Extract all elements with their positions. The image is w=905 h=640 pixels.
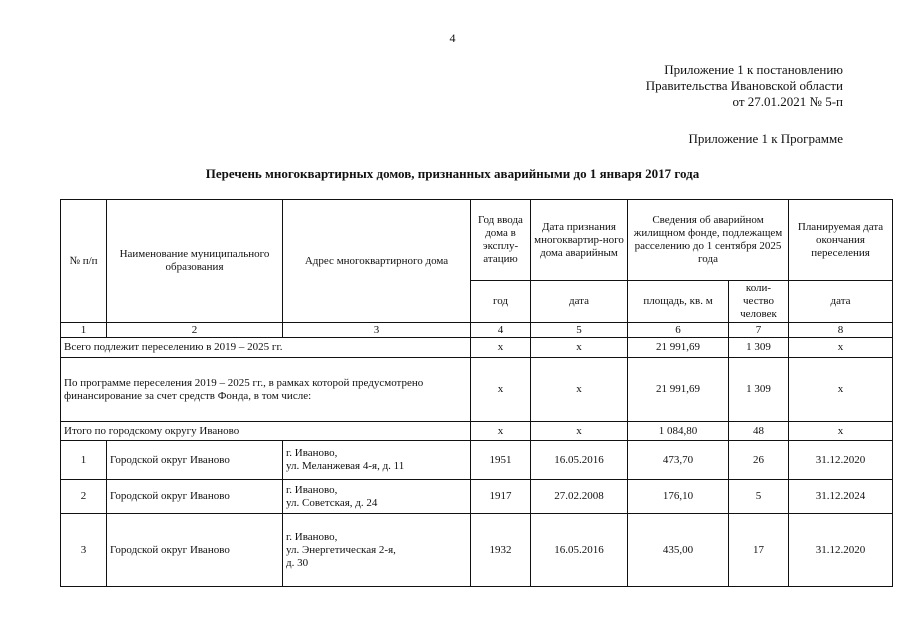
- city-total-date: х: [531, 422, 628, 441]
- house-year: 1932: [471, 514, 531, 587]
- header-date-recognition: Дата признания многоквартир-ного дома аварийным: [531, 200, 628, 281]
- total-label: Всего подлежит переселению в 2019 – 2025 гг.: [61, 338, 471, 358]
- header-num: № п/п: [61, 200, 107, 323]
- house-area: 473,70: [628, 441, 729, 480]
- total-row: [61, 338, 893, 358]
- house-people: 26: [729, 441, 789, 480]
- address-line: г. Иваново,: [286, 530, 338, 543]
- address-line: г. Иваново,: [286, 447, 338, 459]
- header-municipality: Наименование муниципального образования: [107, 200, 283, 323]
- house-planned: 31.12.2020: [789, 441, 893, 480]
- city-total-people: 48: [729, 422, 789, 441]
- appendix-line-2: Правительства Ивановской области: [645, 78, 843, 93]
- total-year: х: [471, 338, 531, 358]
- house-address: [283, 514, 471, 587]
- column-number: 5: [531, 323, 628, 338]
- column-number: 6: [628, 323, 729, 338]
- program-date: х: [531, 358, 628, 422]
- appendix-line-1: Приложение 1 к постановлению: [664, 62, 843, 77]
- column-number: 2: [107, 323, 283, 338]
- house-address: [283, 480, 471, 514]
- housing-table: [60, 199, 893, 587]
- header-address: Адрес многоквартирного дома: [283, 200, 471, 323]
- city-total-label: Итого по городскому округу Иваново: [61, 422, 471, 441]
- subheader-date: дата: [531, 281, 628, 323]
- house-area: 435,00: [628, 514, 729, 587]
- program-year: х: [471, 358, 531, 422]
- total-people: 1 309: [729, 338, 789, 358]
- program-area: 21 991,69: [628, 358, 729, 422]
- subheader-area: площадь, кв. м: [628, 281, 729, 323]
- house-area: 176,10: [628, 480, 729, 514]
- appendix-program: Приложение 1 к Программе: [688, 131, 843, 146]
- table-row: [61, 441, 893, 480]
- house-planned: 31.12.2024: [789, 480, 893, 514]
- address-line: ул. Меланжевая 4-я, д. 11: [286, 460, 405, 472]
- house-municipality: Городской округ Иваново: [107, 514, 283, 587]
- table-row: [61, 480, 893, 514]
- address-line: г. Иваново,: [286, 483, 338, 496]
- address-line: ул. Энергетическая 2-я,: [286, 543, 396, 556]
- total-area: 21 991,69: [628, 338, 729, 358]
- column-number: 7: [729, 323, 789, 338]
- column-number: 4: [471, 323, 531, 338]
- house-num: 2: [61, 480, 107, 514]
- house-year: 1951: [471, 441, 531, 480]
- program-planned: х: [789, 358, 893, 422]
- house-people: 5: [729, 480, 789, 514]
- house-people: 17: [729, 514, 789, 587]
- address-line: д. 30: [286, 556, 309, 569]
- house-year: 1917: [471, 480, 531, 514]
- total-date: х: [531, 338, 628, 358]
- city-total-year: х: [471, 422, 531, 441]
- program-row: [61, 358, 893, 422]
- document-title: Перечень многоквартирных домов, признанных аварийными до 1 января 2017 года: [205, 166, 700, 181]
- city-total-row: [61, 422, 893, 441]
- header-planned-date: Планируемая дата окончания переселения: [789, 200, 893, 281]
- house-num: 1: [61, 441, 107, 480]
- program-people: 1 309: [729, 358, 789, 422]
- house-date: 27.02.2008: [531, 480, 628, 514]
- column-number: 8: [789, 323, 893, 338]
- subheader-people: коли-чество человек: [729, 281, 789, 323]
- column-number: 3: [283, 323, 471, 338]
- appendix-line-3: от 27.01.2021 № 5-п: [732, 94, 843, 109]
- column-number: 1: [61, 323, 107, 338]
- header-fund-info: Сведения об аварийном жилищном фонде, подлежащем расселению до 1 сентября 2025 года: [628, 200, 789, 281]
- city-total-area: 1 084,80: [628, 422, 729, 441]
- house-address: [283, 441, 471, 480]
- address-line: ул. Советская, д. 24: [286, 496, 378, 509]
- header-row: [61, 200, 893, 281]
- house-num: 3: [61, 514, 107, 587]
- house-date: 16.05.2016: [531, 514, 628, 587]
- total-planned: х: [789, 338, 893, 358]
- subheader-year: год: [471, 281, 531, 323]
- header-year-intro: Год ввода дома в эксплу-атацию: [471, 200, 531, 281]
- column-number-row: [61, 323, 893, 338]
- program-label: По программе переселения 2019 – 2025 гг., в рамках которой предусмотрено финансирование за счет средств Фонда, в том числе:: [61, 358, 471, 422]
- house-planned: 31.12.2020: [789, 514, 893, 587]
- page-number: 4: [449, 31, 456, 45]
- city-total-planned: х: [789, 422, 893, 441]
- house-municipality: Городской округ Иваново: [107, 480, 283, 514]
- subheader-date-2: дата: [789, 281, 893, 323]
- house-municipality: Городской округ Иваново: [107, 441, 283, 480]
- house-date: 16.05.2016: [531, 441, 628, 480]
- table-row: [61, 514, 893, 587]
- appendix-resolution-block: [646, 62, 843, 110]
